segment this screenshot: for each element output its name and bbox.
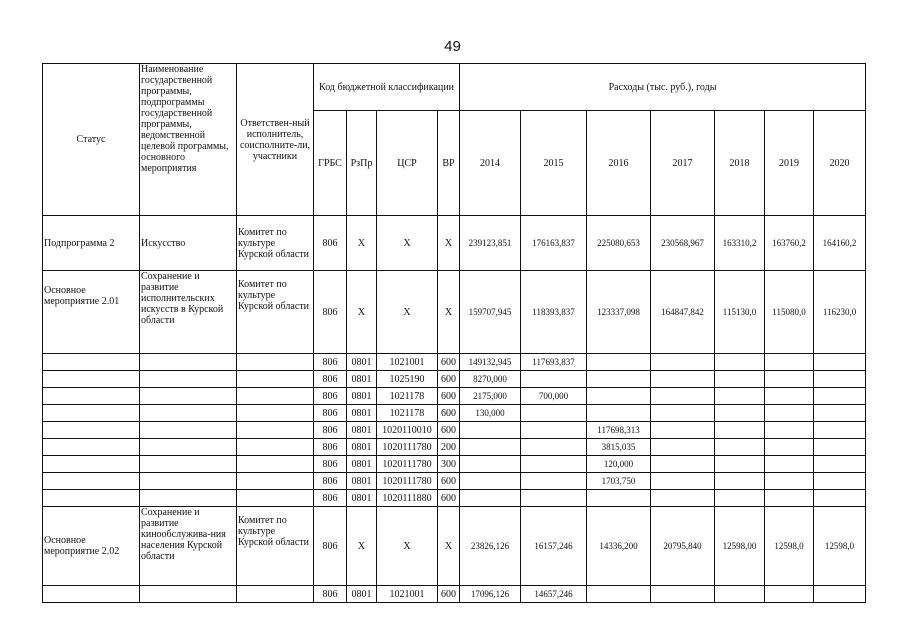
- value-cell: [587, 490, 651, 507]
- value-cell: [765, 354, 814, 371]
- header-grbs: ГРБС: [314, 111, 347, 216]
- value-cell: [814, 456, 866, 473]
- rzpr-cell: 0801: [347, 490, 377, 507]
- csr-cell: 1021001: [377, 586, 438, 603]
- vr-cell: 600: [438, 473, 460, 490]
- value-cell: [715, 405, 765, 422]
- header-year: 2019: [765, 111, 814, 216]
- vr-cell: 300: [438, 456, 460, 473]
- header-year: 2020: [814, 111, 866, 216]
- value-cell: [814, 439, 866, 456]
- value-cell: 117698,313: [587, 422, 651, 439]
- grbs-cell: 806: [314, 405, 347, 422]
- value-cell: [765, 473, 814, 490]
- vr-cell: 600: [438, 354, 460, 371]
- value-cell: [651, 439, 715, 456]
- header-csr: ЦСР: [377, 111, 438, 216]
- vr-cell: 600: [438, 490, 460, 507]
- value-cell: 164160,2: [814, 216, 866, 271]
- value-cell: 12598,0: [814, 507, 866, 586]
- grbs-cell: 806: [314, 439, 347, 456]
- rzpr-cell: 0801: [347, 586, 377, 603]
- grbs-cell: 806: [314, 388, 347, 405]
- value-cell: [814, 388, 866, 405]
- value-cell: [651, 490, 715, 507]
- name-cell: Сохранение и развитие исполнительских искусств в Курской области: [140, 271, 237, 354]
- rzpr-cell: 0801: [347, 388, 377, 405]
- value-cell: [765, 439, 814, 456]
- table-row: [43, 473, 866, 490]
- value-cell: 12598,00: [715, 507, 765, 586]
- grbs-cell: 806: [314, 456, 347, 473]
- value-cell: 163310,2: [715, 216, 765, 271]
- header-status: Статус: [43, 64, 140, 216]
- value-cell: 239123,851: [460, 216, 521, 271]
- rzpr-cell: 0801: [347, 371, 377, 388]
- vr-cell: Х: [438, 271, 460, 354]
- value-cell: [715, 586, 765, 603]
- grbs-cell: 806: [314, 490, 347, 507]
- value-cell: [765, 586, 814, 603]
- value-cell: 14657,246: [521, 586, 587, 603]
- value-cell: [814, 371, 866, 388]
- table-row: [43, 388, 866, 405]
- rzpr-cell: Х: [347, 507, 377, 586]
- grbs-cell: 806: [314, 586, 347, 603]
- table-row: [43, 490, 866, 507]
- header-code-group: Код бюджетной классификации: [314, 64, 460, 111]
- value-cell: 118393,837: [521, 271, 587, 354]
- value-cell: [587, 388, 651, 405]
- value-cell: [651, 586, 715, 603]
- value-cell: [587, 586, 651, 603]
- value-cell: [651, 354, 715, 371]
- value-cell: [765, 388, 814, 405]
- value-cell: 115130,0: [715, 271, 765, 354]
- value-cell: [460, 439, 521, 456]
- value-cell: [460, 422, 521, 439]
- value-cell: 16157,246: [521, 507, 587, 586]
- value-cell: 117693,837: [521, 354, 587, 371]
- value-cell: [521, 456, 587, 473]
- value-cell: [651, 388, 715, 405]
- value-cell: 164847,842: [651, 271, 715, 354]
- csr-cell: 1020110010: [377, 422, 438, 439]
- page-number: 49: [444, 38, 461, 55]
- grbs-cell: 806: [314, 271, 347, 354]
- value-cell: 176163,837: [521, 216, 587, 271]
- value-cell: 20795,840: [651, 507, 715, 586]
- value-cell: [460, 490, 521, 507]
- grbs-cell: 806: [314, 354, 347, 371]
- grbs-cell: 806: [314, 507, 347, 586]
- value-cell: 120,000: [587, 456, 651, 473]
- value-cell: 149132,945: [460, 354, 521, 371]
- csr-cell: 1025190: [377, 371, 438, 388]
- responsible-cell: Комитет по культуре Курской области: [237, 507, 314, 586]
- grbs-cell: 806: [314, 473, 347, 490]
- value-cell: [814, 490, 866, 507]
- value-cell: 1703,750: [587, 473, 651, 490]
- value-cell: [715, 490, 765, 507]
- value-cell: [814, 354, 866, 371]
- header-year: 2015: [521, 111, 587, 216]
- value-cell: [715, 371, 765, 388]
- name-cell: Искусство: [140, 216, 237, 271]
- value-cell: [521, 473, 587, 490]
- csr-cell: 1020111780: [377, 456, 438, 473]
- name-cell: Сохранение и развитие кинообслужива-ния населения Курской области: [140, 507, 237, 586]
- header-year: 2018: [715, 111, 765, 216]
- value-cell: [587, 371, 651, 388]
- vr-cell: 600: [438, 388, 460, 405]
- table-row: [43, 586, 866, 603]
- value-cell: [715, 473, 765, 490]
- value-cell: 130,000: [460, 405, 521, 422]
- value-cell: [765, 371, 814, 388]
- table-row: [43, 405, 866, 422]
- table-row: [43, 371, 866, 388]
- table-row: [43, 354, 866, 371]
- value-cell: [460, 456, 521, 473]
- grbs-cell: 806: [314, 371, 347, 388]
- responsible-cell: Комитет по культуре Курской области: [237, 216, 314, 271]
- value-cell: 23826,126: [460, 507, 521, 586]
- value-cell: 159707,945: [460, 271, 521, 354]
- value-cell: 700,000: [521, 388, 587, 405]
- value-cell: 163760,2: [765, 216, 814, 271]
- header-row-top: [43, 64, 866, 111]
- grbs-cell: 806: [314, 422, 347, 439]
- rzpr-cell: 0801: [347, 473, 377, 490]
- value-cell: [521, 405, 587, 422]
- value-cell: [651, 422, 715, 439]
- value-cell: 14336,200: [587, 507, 651, 586]
- header-rzpr: РзПр: [347, 111, 377, 216]
- value-cell: [651, 473, 715, 490]
- vr-cell: Х: [438, 216, 460, 271]
- rzpr-cell: 0801: [347, 422, 377, 439]
- rzpr-cell: 0801: [347, 405, 377, 422]
- value-cell: [765, 422, 814, 439]
- csr-cell: 1021178: [377, 405, 438, 422]
- table-row: [43, 507, 866, 586]
- header-name: Наименование государственной программы, подпрограммы государственной программы, ведомственной целевой программы, основного мероприятия: [140, 64, 237, 216]
- value-cell: 12598,0: [765, 507, 814, 586]
- header-responsible: Ответствен-ный исполнитель, соисполните-ли, участники: [237, 64, 314, 216]
- value-cell: [587, 405, 651, 422]
- rzpr-cell: 0801: [347, 354, 377, 371]
- value-cell: [814, 586, 866, 603]
- header-vr: ВР: [438, 111, 460, 216]
- value-cell: 2175,000: [460, 388, 521, 405]
- header-expenses-group: Расходы (тыс. руб.), годы: [460, 64, 866, 111]
- rzpr-cell: Х: [347, 216, 377, 271]
- value-cell: [814, 405, 866, 422]
- value-cell: 115080,0: [765, 271, 814, 354]
- status-cell: Основное мероприятие 2.02: [43, 507, 140, 586]
- value-cell: 17096,126: [460, 586, 521, 603]
- value-cell: [715, 456, 765, 473]
- value-cell: 225080,653: [587, 216, 651, 271]
- header-year: 2016: [587, 111, 651, 216]
- table-row: [43, 439, 866, 456]
- vr-cell: Х: [438, 507, 460, 586]
- csr-cell: Х: [377, 216, 438, 271]
- value-cell: [814, 473, 866, 490]
- value-cell: [715, 388, 765, 405]
- value-cell: [521, 439, 587, 456]
- table-row: [43, 456, 866, 473]
- rzpr-cell: Х: [347, 271, 377, 354]
- value-cell: [521, 490, 587, 507]
- table-row: [43, 422, 866, 439]
- vr-cell: 600: [438, 586, 460, 603]
- value-cell: 116230,0: [814, 271, 866, 354]
- csr-cell: 1020111780: [377, 473, 438, 490]
- header-year: 2014: [460, 111, 521, 216]
- value-cell: [765, 456, 814, 473]
- table-row: [43, 271, 866, 354]
- vr-cell: 200: [438, 439, 460, 456]
- value-cell: 8270,000: [460, 371, 521, 388]
- value-cell: [715, 422, 765, 439]
- rzpr-cell: 0801: [347, 456, 377, 473]
- value-cell: [715, 354, 765, 371]
- value-cell: [651, 371, 715, 388]
- value-cell: [587, 354, 651, 371]
- budget-table: [42, 63, 866, 603]
- value-cell: [814, 422, 866, 439]
- value-cell: 123337,098: [587, 271, 651, 354]
- table-row: [43, 216, 866, 271]
- value-cell: 3815,035: [587, 439, 651, 456]
- csr-cell: Х: [377, 507, 438, 586]
- status-cell: Основное мероприятие 2.01: [43, 271, 140, 354]
- rzpr-cell: 0801: [347, 439, 377, 456]
- vr-cell: 600: [438, 405, 460, 422]
- value-cell: [521, 422, 587, 439]
- status-cell: Подпрограмма 2: [43, 216, 140, 271]
- csr-cell: 1021178: [377, 388, 438, 405]
- value-cell: 230568,967: [651, 216, 715, 271]
- value-cell: [521, 371, 587, 388]
- value-cell: [765, 490, 814, 507]
- value-cell: [651, 456, 715, 473]
- vr-cell: 600: [438, 422, 460, 439]
- value-cell: [715, 439, 765, 456]
- responsible-cell: Комитет по культуре Курской области: [237, 271, 314, 354]
- grbs-cell: 806: [314, 216, 347, 271]
- csr-cell: 1021001: [377, 354, 438, 371]
- csr-cell: Х: [377, 271, 438, 354]
- csr-cell: 1020111780: [377, 439, 438, 456]
- header-year: 2017: [651, 111, 715, 216]
- vr-cell: 600: [438, 371, 460, 388]
- value-cell: [460, 473, 521, 490]
- value-cell: [765, 405, 814, 422]
- csr-cell: 1020111880: [377, 490, 438, 507]
- value-cell: [651, 405, 715, 422]
